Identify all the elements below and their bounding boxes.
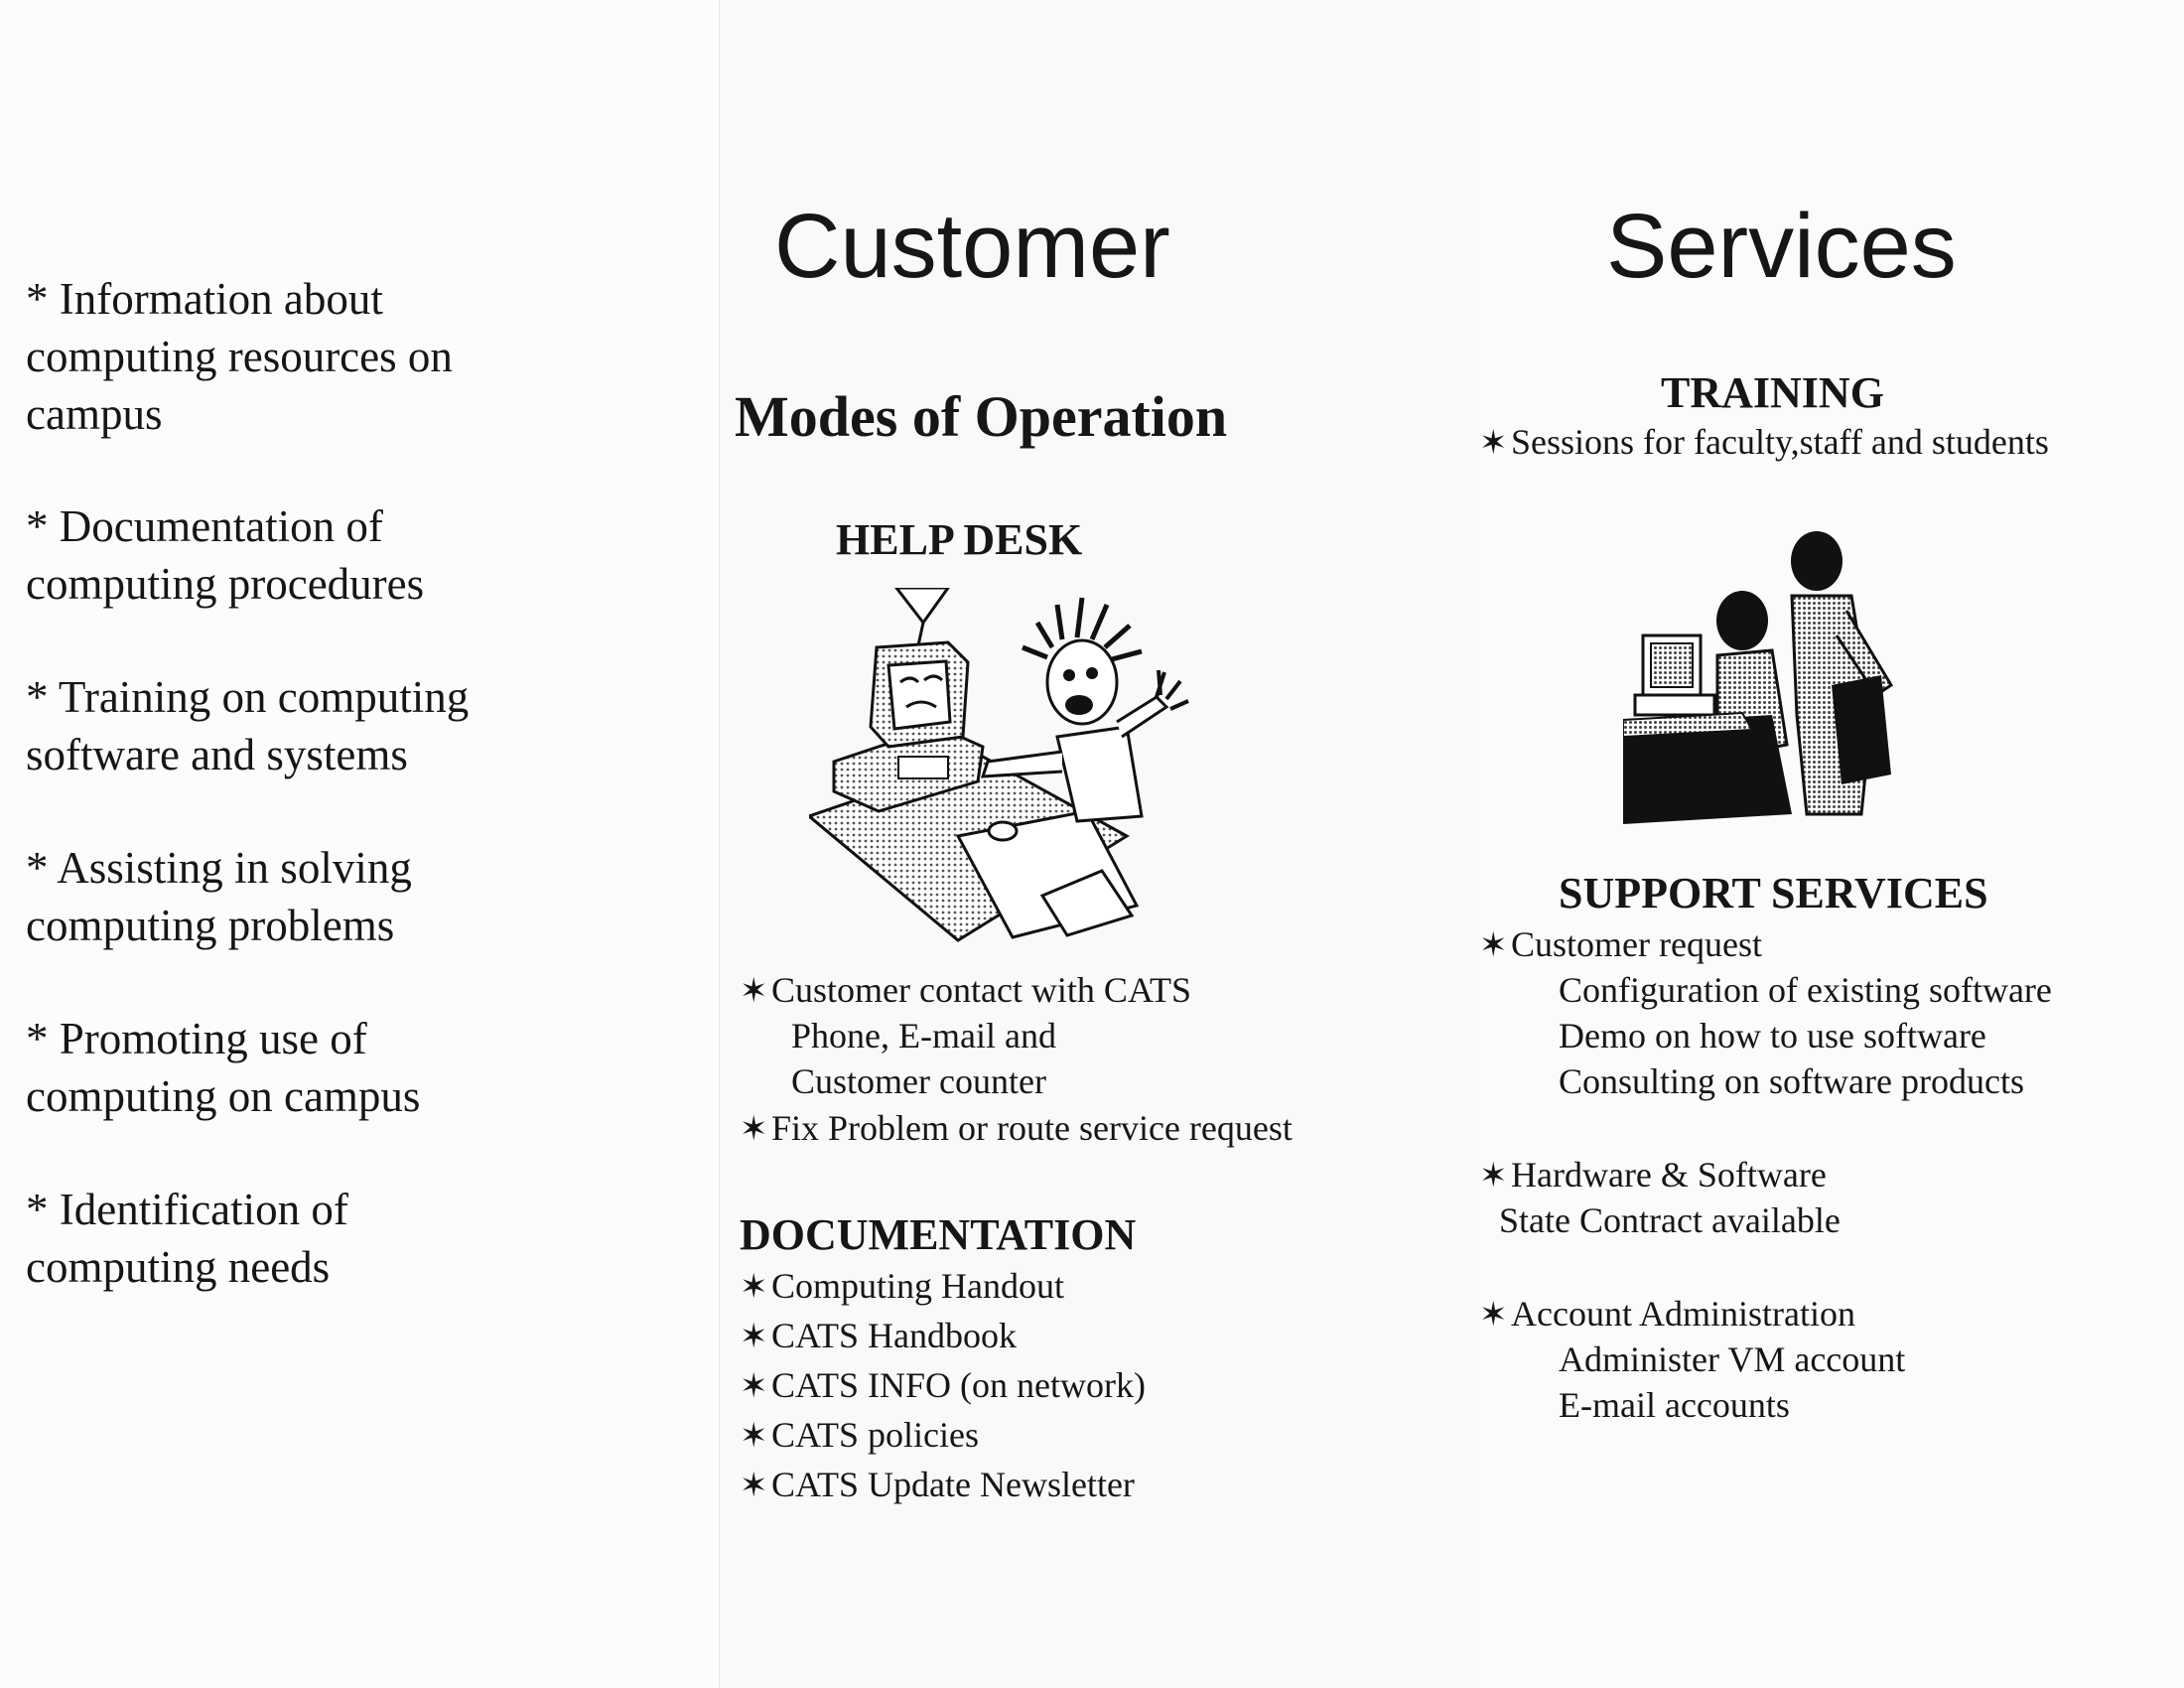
heading-support-services: SUPPORT SERVICES	[1559, 869, 1988, 917]
help-desk-item: Customer counter	[791, 1061, 1046, 1101]
support-subitem: Demo on how to use software	[1559, 1016, 1986, 1055]
list-item-line: * Documentation of	[26, 501, 383, 551]
support-item-hardware	[1479, 1154, 1827, 1196]
list-item-line: * Assisting in solving	[26, 843, 412, 893]
heading-help-desk: HELP DESK	[836, 515, 1083, 564]
documentation-item-text: CATS Update Newsletter	[771, 1465, 1135, 1504]
middle-panel	[720, 0, 1474, 1688]
star-bullet: ✶	[740, 1111, 768, 1148]
frustrated-user-illustration	[809, 588, 1226, 945]
list-item-line: computing resources on	[26, 332, 453, 381]
documentation-item	[740, 1315, 1017, 1356]
list-item-line: computing needs	[26, 1242, 331, 1292]
support-subitem: Configuration of existing software	[1559, 970, 2052, 1010]
star-bullet: ✶	[740, 1319, 768, 1355]
list-item-line: * Identification of	[26, 1185, 348, 1234]
list-item-line: * Promoting use of	[26, 1014, 367, 1063]
list-item-training	[26, 668, 661, 783]
documentation-item	[740, 1464, 1135, 1505]
list-item-promoting	[26, 1010, 661, 1125]
training-item	[1479, 421, 2049, 463]
list-item-assisting	[26, 839, 661, 954]
support-subitem: Consulting on software products	[1559, 1061, 2024, 1101]
left-panel	[0, 0, 720, 1688]
documentation-item-text: CATS Handbook	[771, 1316, 1018, 1355]
right-panel	[1474, 0, 2184, 1688]
star-bullet: ✶	[740, 1368, 768, 1405]
help-desk-item	[740, 1107, 1293, 1149]
list-item-line: computing on campus	[26, 1071, 421, 1121]
help-desk-item: Phone, E-mail and	[791, 1016, 1056, 1055]
star-bullet: ✶	[1479, 1297, 1508, 1334]
star-bullet: ✶	[1479, 927, 1508, 964]
star-bullet: ✶	[740, 1418, 768, 1455]
heading-documentation: DOCUMENTATION	[740, 1210, 1137, 1259]
list-item-line: software and systems	[26, 730, 408, 779]
list-item-line: computing procedures	[26, 559, 425, 609]
list-item-information	[26, 270, 661, 443]
support-subitem: E-mail accounts	[1559, 1385, 1790, 1425]
support-subitem: State Contract available	[1499, 1200, 1841, 1240]
support-item-text: Hardware & Software	[1511, 1155, 1827, 1195]
star-bullet: ✶	[740, 973, 768, 1010]
documentation-item	[740, 1414, 979, 1456]
star-bullet: ✶	[1479, 1158, 1508, 1195]
list-item-documentation	[26, 497, 661, 613]
star-bullet: ✶	[740, 1269, 768, 1306]
support-item-customer-request	[1479, 923, 1762, 965]
training-illustration	[1623, 516, 1921, 824]
heading-training: TRAINING	[1661, 368, 1884, 417]
list-item-line: computing problems	[26, 901, 395, 950]
support-subitem: Administer VM account	[1559, 1339, 1906, 1379]
support-item-text: Account Administration	[1511, 1294, 1855, 1334]
star-bullet: ✶	[1479, 425, 1508, 462]
help-desk-item-text: Customer contact with CATS	[771, 970, 1191, 1010]
support-item-account	[1479, 1293, 1855, 1335]
documentation-item-text: Computing Handout	[771, 1266, 1064, 1306]
subtitle-modes: Modes of Operation	[735, 384, 1228, 449]
support-item-text: Customer request	[1511, 924, 1762, 964]
list-item-identification	[26, 1181, 661, 1296]
documentation-item-text: CATS policies	[771, 1415, 980, 1455]
training-item-text: Sessions for faculty,staff and students	[1511, 422, 2049, 462]
documentation-item	[740, 1265, 1064, 1307]
title-customer: Customer	[774, 196, 1170, 297]
title-services: Services	[1606, 196, 1957, 297]
list-item-line: * Information about	[26, 274, 383, 324]
documentation-item-text: CATS INFO (on network)	[771, 1365, 1146, 1405]
documentation-item	[740, 1364, 1146, 1406]
star-bullet: ✶	[740, 1468, 768, 1504]
help-desk-item-text: Fix Problem or route service request	[771, 1108, 1293, 1148]
help-desk-item	[740, 969, 1191, 1011]
list-item-line: * Training on computing	[26, 672, 470, 722]
list-item-line: campus	[26, 389, 163, 439]
